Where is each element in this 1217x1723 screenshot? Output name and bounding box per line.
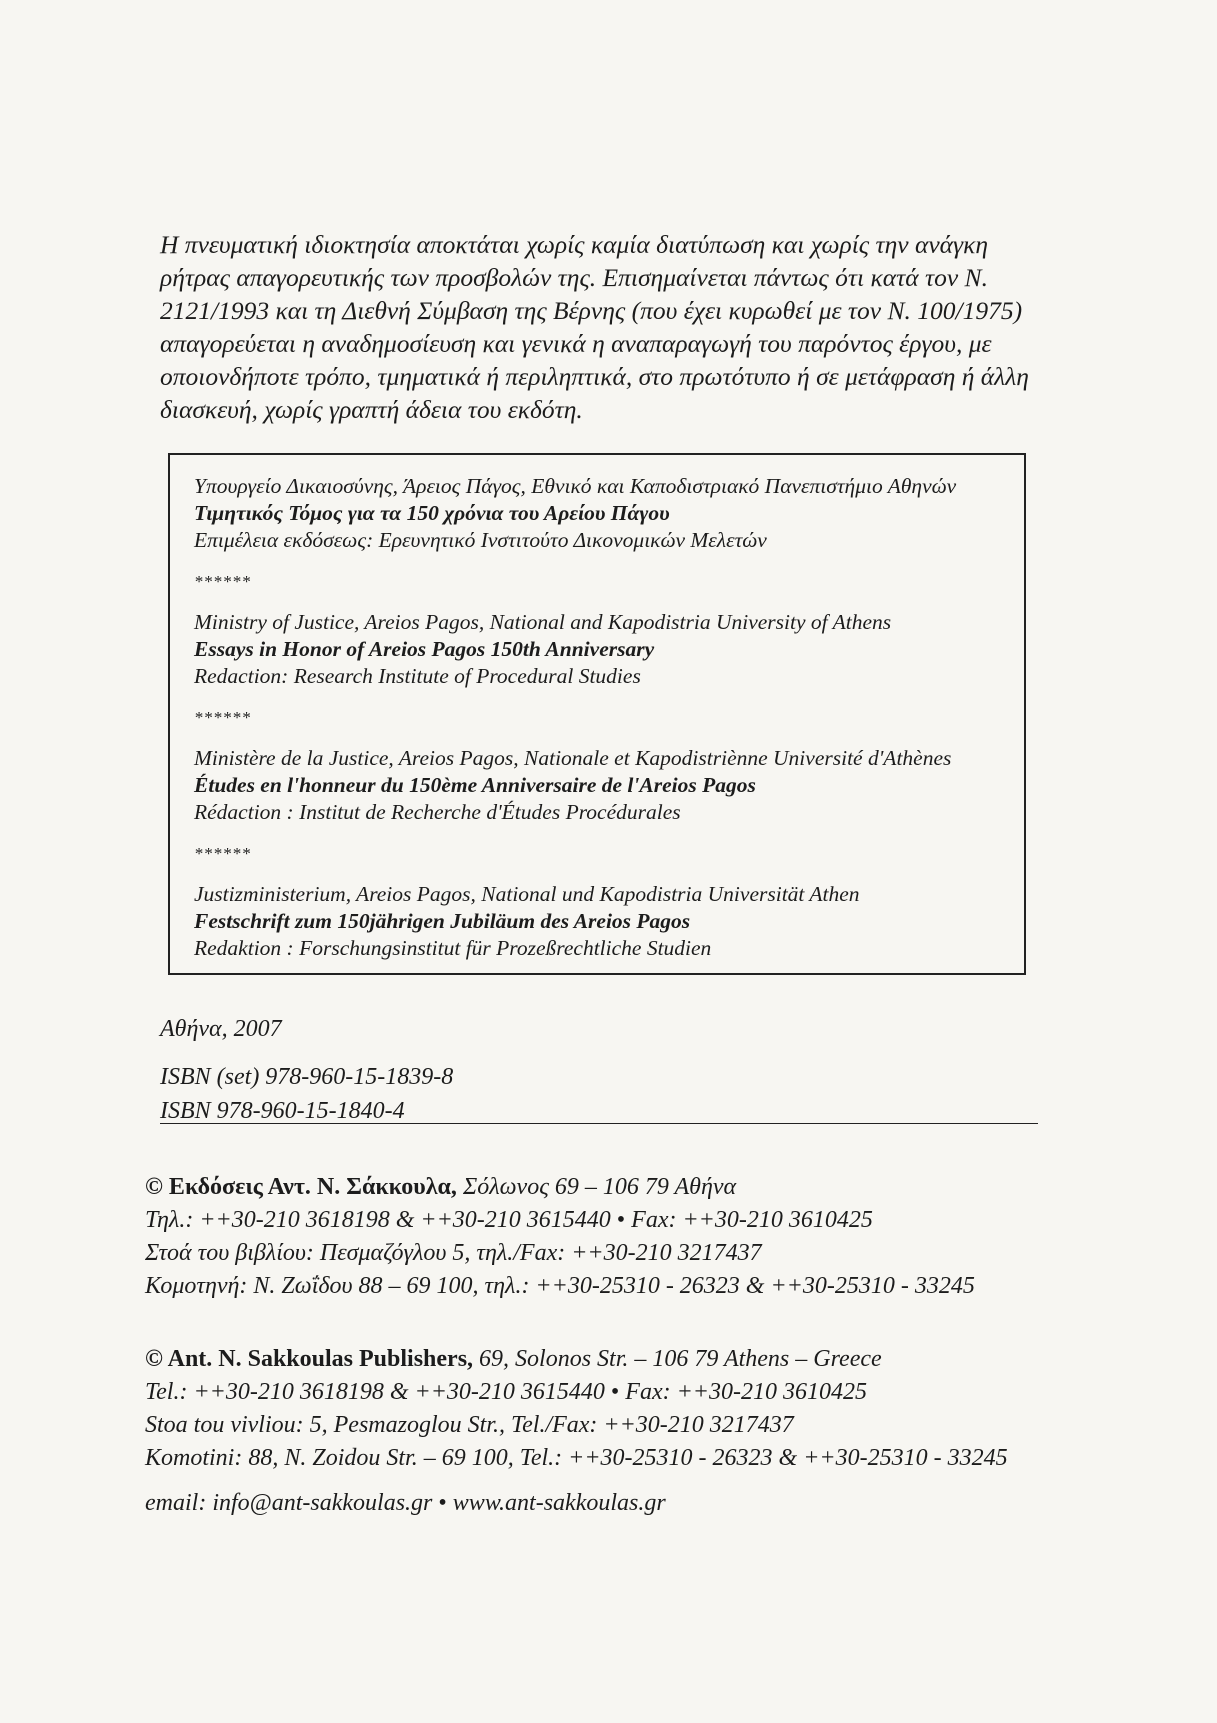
institutions-line: Justizministerium, Areios Pagos, National und Kapodistria Universität Athen xyxy=(194,882,860,906)
publisher-name: © Εκδόσεις Αντ. Ν. Σάκκουλα, xyxy=(145,1174,457,1200)
bullet-separator: • xyxy=(438,1490,447,1516)
publisher-heading xyxy=(145,1171,975,1204)
publisher-name: © Ant. N. Sakkoulas Publishers, xyxy=(145,1346,474,1372)
komotini-line: Κομοτηνή: Ν. Ζωΐδου 88 – 69 100, τηλ.: ++30-25310 - 26323 & ++30-25310 - 33245 xyxy=(145,1273,975,1299)
institutions-line: Υπουργείο Δικαιοσύνης, Άρειος Πάγος, Εθνικό και Καποδιστριακό Πανεπιστήμιο Αθηνών xyxy=(194,474,957,498)
redaction-line: Redaktion : Forschungsinstitut für Prozeßrechtliche Studien xyxy=(194,936,712,960)
institutions-line: Ministry of Justice, Areios Pagos, National and Kapodistria University of Athens xyxy=(194,610,892,634)
section-separator: ****** xyxy=(194,708,251,727)
publisher-greek xyxy=(145,1171,975,1303)
contact-line xyxy=(145,1487,666,1520)
divider xyxy=(160,1123,1038,1124)
edition-french xyxy=(194,745,956,826)
section-separator: ****** xyxy=(194,572,251,591)
phone: Τηλ.: ++30-210 3618198 & ++30-210 3615440 xyxy=(145,1207,611,1233)
edition-greek xyxy=(194,473,956,554)
redaction-line: Redaction: Research Institute of Procedural Studies xyxy=(194,664,641,688)
fax: Fax: ++30-210 3610425 xyxy=(625,1379,867,1405)
volume-title: Τιμητικός Τόμος για τα 150 χρόνια του Αρείου Πάγου xyxy=(194,501,670,525)
edition-german xyxy=(194,881,956,962)
bullet-separator: • xyxy=(610,1379,620,1405)
notice-line: απαγορεύεται η αναδημοσίευση και γενικά η αναπαραγωγή του παρόντος έργου, με xyxy=(160,329,992,358)
notice-line: Η πνευματική ιδιοκτησία αποκτάται χωρίς καμία διατύπωση και χωρίς την ανάγκη xyxy=(160,230,988,259)
website: www.ant-sakkoulas.gr xyxy=(452,1490,666,1516)
section-separator: ****** xyxy=(194,844,251,863)
volume-title: Études en l'honneur du 150ème Anniversaire de l'Areios Pagos xyxy=(194,773,756,797)
phone-fax-line xyxy=(145,1376,1008,1409)
notice-line: οποιονδήποτε τρόπο, τμηματικά ή περιληπτικά, στο πρωτότυπο ή σε μετάφραση ή άλλη xyxy=(160,362,1029,391)
isbn: ISBN 978-960-15-1840-4 xyxy=(160,1098,405,1124)
copyright-notice xyxy=(160,228,1060,426)
fax: Fax: ++30-210 3610425 xyxy=(631,1207,873,1233)
notice-line: 2121/1993 και τη Διεθνή Σύμβαση της Βέρνης (που έχει κυρωθεί με τον Ν. 100/1975) xyxy=(160,296,1023,325)
bullet-separator: • xyxy=(616,1207,626,1233)
bookstore-line: Στοά του βιβλίου: Πεσμαζόγλου 5, τηλ./Fax: ++30-210 3217437 xyxy=(145,1240,762,1266)
publisher-english xyxy=(145,1343,1008,1475)
place-year: Αθήνα, 2007 xyxy=(160,1016,282,1042)
phone-fax-line xyxy=(145,1204,975,1237)
bookstore-line: Stoa tou vivliou: 5, Pesmazoglou Str., Tel./Fax: ++30-210 3217437 xyxy=(145,1412,794,1438)
publisher-heading xyxy=(145,1343,1008,1376)
edition-info-box xyxy=(168,453,1026,975)
edition-info-content xyxy=(194,473,956,976)
publication-info xyxy=(160,1012,453,1128)
institutions-line: Ministère de la Justice, Areios Pagos, Nationale et Kapodistriènne Université d'Athènes xyxy=(194,746,952,770)
publisher-address: Σόλωνος 69 – 106 79 Αθήνα xyxy=(462,1174,737,1200)
edition-english xyxy=(194,609,956,690)
phone: Tel.: ++30-210 3618198 & ++30-210 3615440 xyxy=(145,1379,605,1405)
publisher-address: 69, Solonos Str. – 106 79 Athens – Greece xyxy=(479,1346,882,1372)
volume-title: Essays in Honor of Areios Pagos 150th Anniversary xyxy=(194,637,655,661)
email-address: email: info@ant-sakkoulas.gr xyxy=(145,1490,433,1516)
volume-title: Festschrift zum 150jährigen Jubiläum des Areios Pagos xyxy=(194,909,691,933)
isbn-set: ISBN (set) 978-960-15-1839-8 xyxy=(160,1064,454,1090)
notice-line: ρήτρας απαγορευτικής των προσβολών της. Επισημαίνεται πάντως ότι κατά τον Ν. xyxy=(160,263,988,292)
redaction-line: Επιμέλεια εκδόσεως: Ερευνητικό Ινστιτούτο Δικονομικών Μελετών xyxy=(194,528,767,552)
redaction-line: Rédaction : Institut de Recherche d'Études Procédurales xyxy=(194,800,681,824)
komotini-line: Komotini: 88, N. Zoidou Str. – 69 100, Tel.: ++30-25310 - 26323 & ++30-25310 - 33245 xyxy=(145,1445,1008,1471)
notice-line: διασκευή, χωρίς γραπτή άδεια του εκδότη. xyxy=(160,395,583,424)
